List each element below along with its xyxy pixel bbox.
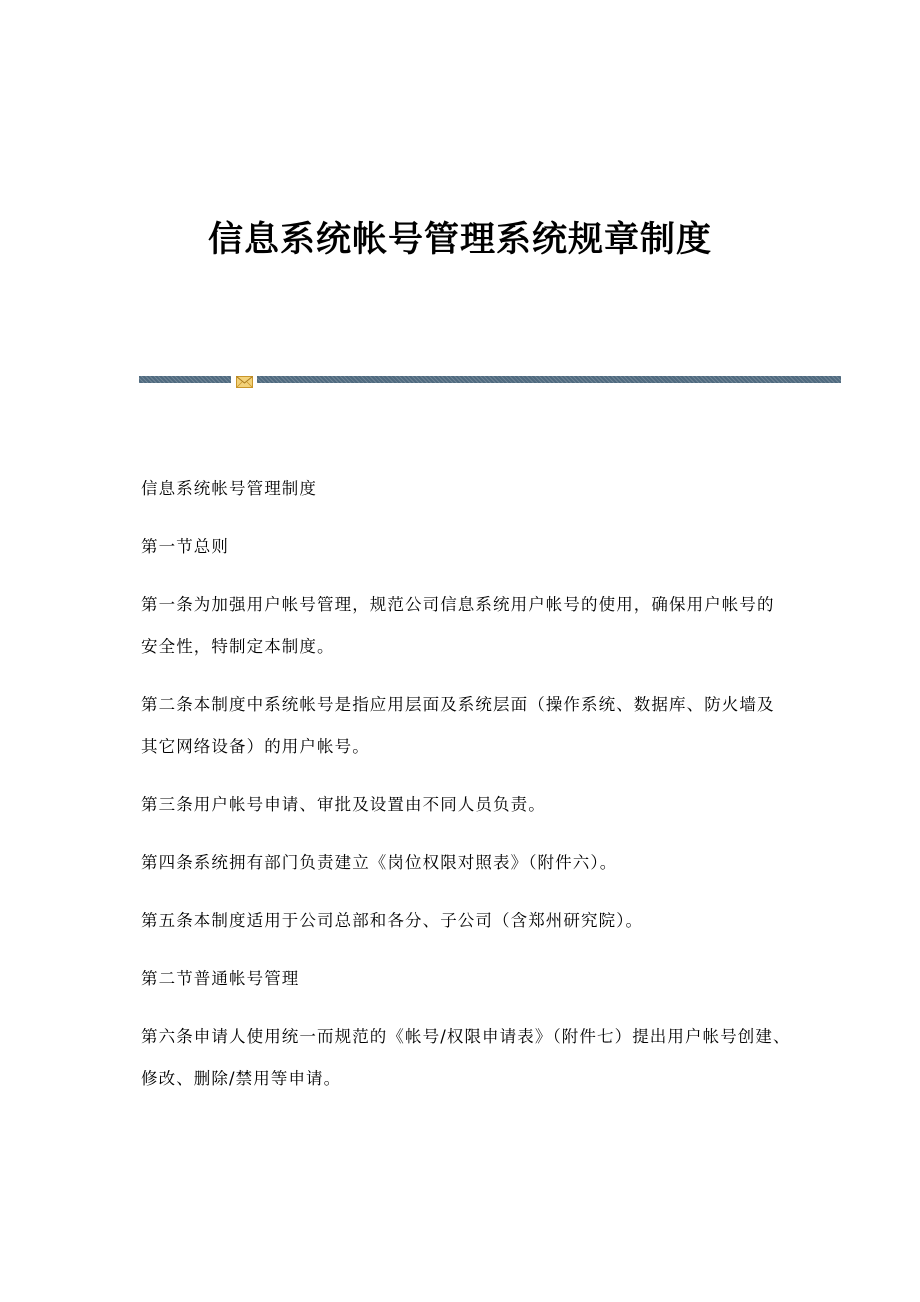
paragraph-section-1: 第一节总则 (141, 537, 229, 556)
paragraph-section-2: 第二节普通帐号管理 (141, 969, 300, 988)
title-divider (139, 373, 841, 385)
divider-bar-left (139, 376, 231, 383)
divider-bar-right (257, 376, 841, 383)
document-title: 信息系统帐号管理系统规章制度 (207, 219, 712, 260)
paragraph-article-3: 第三条用户帐号申请、审批及设置由不同人员负责。 (141, 795, 546, 814)
paragraph-article-6: 第六条申请人使用统一而规范的《帐号/权限申请表》（附件七）提出用户帐号创建、修改、删除/禁用等申请。 (141, 1027, 791, 1088)
paragraph-article-2: 第二条本制度中系统帐号是指应用层面及系统层面（操作系统、数据库、防火墙及其它网络设备）的用户帐号。 (141, 695, 775, 756)
paragraph-article-1: 第一条为加强用户帐号管理，规范公司信息系统用户帐号的使用，确保用户帐号的安全性，特制定本制度。 (141, 595, 775, 656)
paragraph-article-5: 第五条本制度适用于公司总部和各分、子公司（含郑州研究院）。 (141, 911, 644, 930)
envelope-icon (236, 373, 253, 385)
document-body (141, 468, 791, 1116)
paragraph-article-4: 第四条系统拥有部门负责建立《岗位权限对照表》（附件六）。 (141, 853, 618, 872)
paragraph-heading: 信息系统帐号管理制度 (141, 479, 317, 498)
